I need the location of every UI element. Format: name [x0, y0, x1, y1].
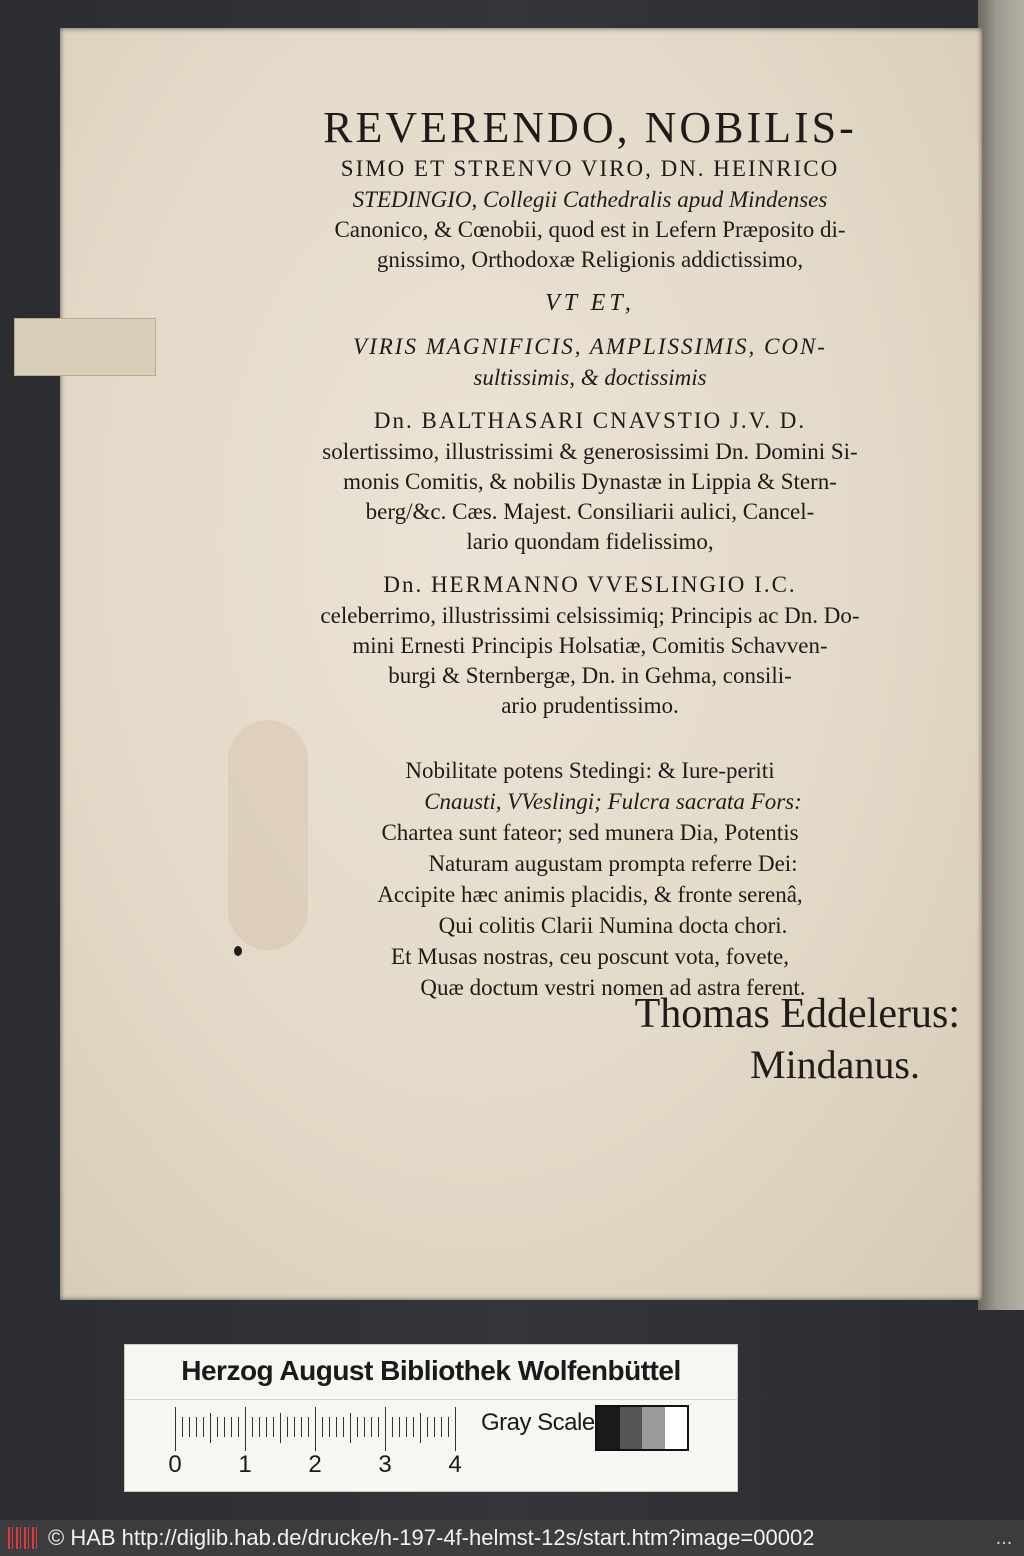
ruler-tick	[315, 1407, 316, 1451]
signature	[560, 988, 960, 1090]
poem-line: Qui colitis Clarii Numina docta chori.	[438, 913, 788, 938]
dedication-line: Canonico, & Cœnobii, quod est in Lefern Præposito di-	[334, 217, 846, 242]
balthasar-line: lario quondam fidelissimo,	[466, 529, 714, 554]
poem-line: Naturam augustam prompta referre Dei:	[428, 851, 798, 876]
hermann-line: celeberrimo, illustrissimi celsissimiq; Principis ac Dn. Do-	[320, 603, 860, 628]
poem-line: Quæ doctum vestri nomen ad astra ferent.	[420, 975, 806, 1000]
library-title: Herzog August Bibliothek Wolfenbüttel	[181, 1355, 681, 1386]
balthasar-line: berg/&c. Cæs. Majest. Consiliarii aulici, Cancel-	[365, 499, 815, 524]
ruler-tick	[343, 1417, 344, 1437]
hermann-line: ario prudentissimo.	[501, 693, 679, 718]
ruler-tick	[203, 1417, 204, 1437]
ruler-tick	[308, 1417, 309, 1437]
gray-scale-strip	[595, 1405, 689, 1451]
gray-swatch	[665, 1407, 688, 1449]
ruler-tick	[336, 1417, 337, 1437]
ruler-tick	[427, 1417, 428, 1437]
poem-line: Chartea sunt fateor; sed munera Dia, Potentis	[381, 820, 799, 845]
ruler-tick	[301, 1417, 302, 1437]
dedication-text	[230, 95, 950, 1003]
gray-swatch	[642, 1407, 665, 1449]
gray-swatch	[597, 1407, 620, 1449]
ruler-tick	[455, 1407, 456, 1451]
ruler-tick	[371, 1417, 372, 1437]
dedication-line: gnissimo, Orthodoxæ Religionis addictissimo,	[376, 247, 804, 272]
hermann-line: burgi & Sternbergæ, Dn. in Gehma, consili-	[388, 663, 792, 688]
paper-tab	[14, 318, 156, 376]
reference-card	[124, 1344, 738, 1492]
ruler-tick	[259, 1417, 260, 1437]
ruler-tick	[245, 1407, 246, 1451]
ruler-tick	[399, 1417, 400, 1437]
adjacent-page-edge	[978, 0, 1024, 1310]
ruler-tick	[252, 1417, 253, 1437]
poem-line: Cnausti, VVeslingi; Fulcra sacrata Fors:	[424, 789, 802, 814]
copyright-url[interactable]: © HAB http://diglib.hab.de/drucke/h-197-4f-helmst-12s/start.htm?image=00002	[48, 1525, 815, 1550]
ruler-tick	[350, 1413, 351, 1443]
ruler-tick	[224, 1417, 225, 1437]
ruler-number: 3	[378, 1451, 392, 1478]
ruler-tick	[280, 1413, 281, 1443]
vt-et-line: VT ET,	[545, 290, 635, 316]
more-icon[interactable]: ...	[995, 1526, 1013, 1549]
ruler-tick	[210, 1413, 211, 1443]
balthasar-line: Dn. BALTHASARI CNAVSTIO J.V. D.	[373, 408, 807, 433]
ruler-tick	[378, 1417, 379, 1437]
ruler-tick	[413, 1417, 414, 1437]
ruler-tick	[406, 1417, 407, 1437]
ruler-tick	[448, 1417, 449, 1437]
ruler-number: 1	[238, 1451, 252, 1478]
ruler-number: 0	[168, 1451, 182, 1478]
ruler-tick	[217, 1417, 218, 1437]
ruler-tick	[434, 1417, 435, 1437]
poem-line: Nobilitate potens Stedingi: & Iure-periti	[405, 758, 775, 783]
signature-place: Mindanus.	[750, 1042, 920, 1087]
hermann-line: mini Ernesti Principis Holsatiæ, Comitis Schavven-	[352, 633, 828, 658]
ruler-tick	[175, 1407, 176, 1451]
scale-ruler	[175, 1407, 465, 1451]
ruler-tick	[441, 1417, 442, 1437]
ruler-tick	[385, 1407, 386, 1451]
gray-scale-label: Gray Scale	[481, 1409, 595, 1436]
ruler-tick	[420, 1413, 421, 1443]
dedication-line: SIMO ET STRENVO VIRO, DN. HEINRICO	[340, 156, 840, 181]
heading-line: REVERENDO, NOBILIS-	[323, 103, 857, 152]
ruler-tick	[231, 1417, 232, 1437]
ruler-tick	[364, 1417, 365, 1437]
barcode-icon	[8, 1527, 40, 1549]
balthasar-line: solertissimo, illustrissimi & generosissimi Dn. Domini Si-	[322, 439, 858, 464]
ruler-tick	[273, 1417, 274, 1437]
card-divider	[125, 1399, 737, 1400]
ruler-tick	[329, 1417, 330, 1437]
gray-swatch	[620, 1407, 643, 1449]
ruler-tick	[182, 1417, 183, 1437]
ruler-tick	[294, 1417, 295, 1437]
viris-line: VIRIS MAGNIFICIS, AMPLISSIMIS, CON-	[353, 334, 827, 359]
poem	[230, 755, 950, 1003]
dedication-line: STEDINGIO, Collegii Cathedralis apud Mindenses	[352, 187, 828, 212]
ruler-tick	[196, 1417, 197, 1437]
poem-line: Et Musas nostras, ceu poscunt vota, fovete,	[391, 944, 789, 969]
ruler-number: 2	[308, 1451, 322, 1478]
footer-bar	[0, 1520, 1024, 1556]
ruler-tick	[392, 1417, 393, 1437]
poem-line: Accipite hæc animis placidis, & fronte serenâ,	[377, 882, 803, 907]
ruler-number: 4	[448, 1451, 462, 1478]
balthasar-line: monis Comitis, & nobilis Dynastæ in Lippia & Stern-	[343, 469, 837, 494]
ruler-tick	[238, 1417, 239, 1437]
ruler-tick	[357, 1417, 358, 1437]
ruler-tick	[266, 1417, 267, 1437]
ink-mark	[234, 946, 242, 956]
viris-line: sultissimis, & doctissimis	[473, 365, 707, 390]
ruler-tick	[287, 1417, 288, 1437]
hermann-line: Dn. HERMANNO VVESLINGIO I.C.	[383, 572, 797, 597]
signature-name: Thomas Eddelerus:	[634, 991, 960, 1037]
ruler-tick	[189, 1417, 190, 1437]
ruler-tick	[322, 1417, 323, 1437]
